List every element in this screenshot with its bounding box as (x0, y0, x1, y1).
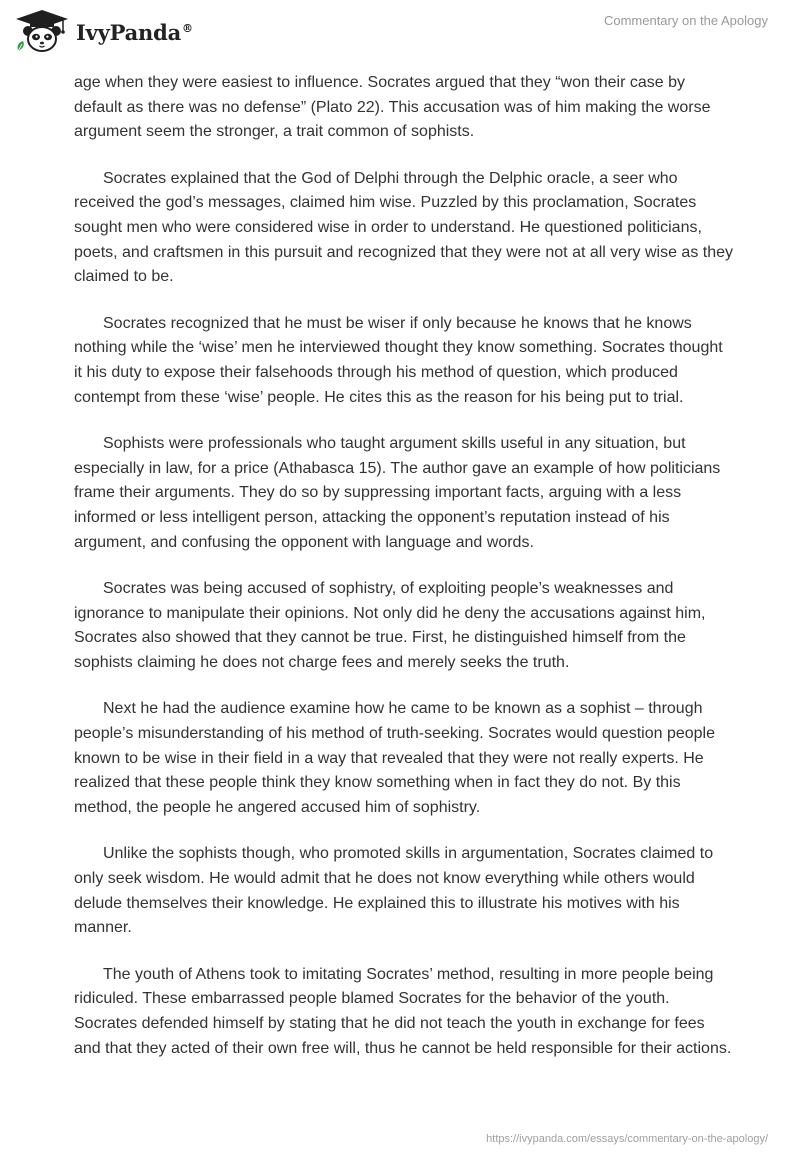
ivypanda-logo[interactable] (14, 9, 193, 53)
paragraph-2: Socrates explained that the God of Delphi through the Delphic oracle, a seer who received the god’s messages, claimed him wise. Puzzled by this proclamation, Socrates sought men who were considered wise in order to understand. He questioned politicians, poets, and craftsmen in this pursuit and recognized that they were not at all very wise as they claimed to be. (74, 169, 734, 286)
document-title: Commentary on the Apology (603, 13, 768, 28)
paragraph-3: Socrates recognized that he must be wiser if only because he knows that he knows nothing while the ‘wise’ men he interviewed thought they know something. Socrates thought it his duty to expose their falsehoods through his method of question, which produced contempt from these ‘wise’ people. He cites this as the reason for his being put to trial. (74, 314, 723, 406)
brand-name (76, 20, 193, 45)
page-header (0, 0, 800, 70)
paragraph-1: age when they were easiest to influence. Socrates argued that they “won their case by default as there was no defense” (Plato 22). This accusation was of him making the worse argument seem the stronger, a trait common of sophists. (74, 74, 711, 141)
registered-mark: ® (182, 21, 193, 35)
paragraph-6: Next he had the audience examine how he came to be known as a sophist – through people’s misunderstanding of his method of truth-seeking. Socrates would question people known to be wise in their field in a way that revealed that they were not really experts. He realized that these people think they know something when in fact they do not. By this method, the people he angered accused him of sophistry. (74, 700, 715, 816)
panda-graduate-icon (14, 9, 70, 53)
paragraph-4: Sophists were professionals who taught argument skills useful in any situation, but especially in law, for a price (Athabasca 15). The author gave an example of how politicians frame their arguments. They do so by suppressing important facts, arguing with a less informed or less intelligent person, attacking the opponent’s reputation instead of his argument, and confusing the opponent with language and words. (74, 435, 721, 551)
paragraph-5: Socrates was being accused of sophistry, of exploiting people’s weaknesses and ignorance to manipulate their opinions. Not only did he deny the accusations against him, Socrates also showed that they cannot be true. First, he distinguished himself from the sophists claiming he does not charge fees and merely seeks the truth. (74, 580, 706, 671)
source-url-link[interactable]: https://ivypanda.com/essays/commentary-on-the-apology/ (486, 1133, 768, 1145)
paragraph-7: Unlike the sophists though, who promoted skills in argumentation, Socrates claimed to only seek wisdom. He would admit that he does not know everything while others would delude themselves their knowledge. He explained this to illustrate his motives with his manner. (74, 845, 714, 937)
essay-body (74, 71, 734, 1083)
paragraph-8: The youth of Athens took to imitating Socrates’ method, resulting in more people being ridiculed. These embarrassed people blamed Socrates for the behavior of the youth. Socrates defended himself by stating that he did not teach the youth in exchange for fees and that they acted of their own free will, thus he cannot be held responsible for their actions. (74, 965, 732, 1057)
brand-name-text: IvyPanda (76, 19, 182, 45)
